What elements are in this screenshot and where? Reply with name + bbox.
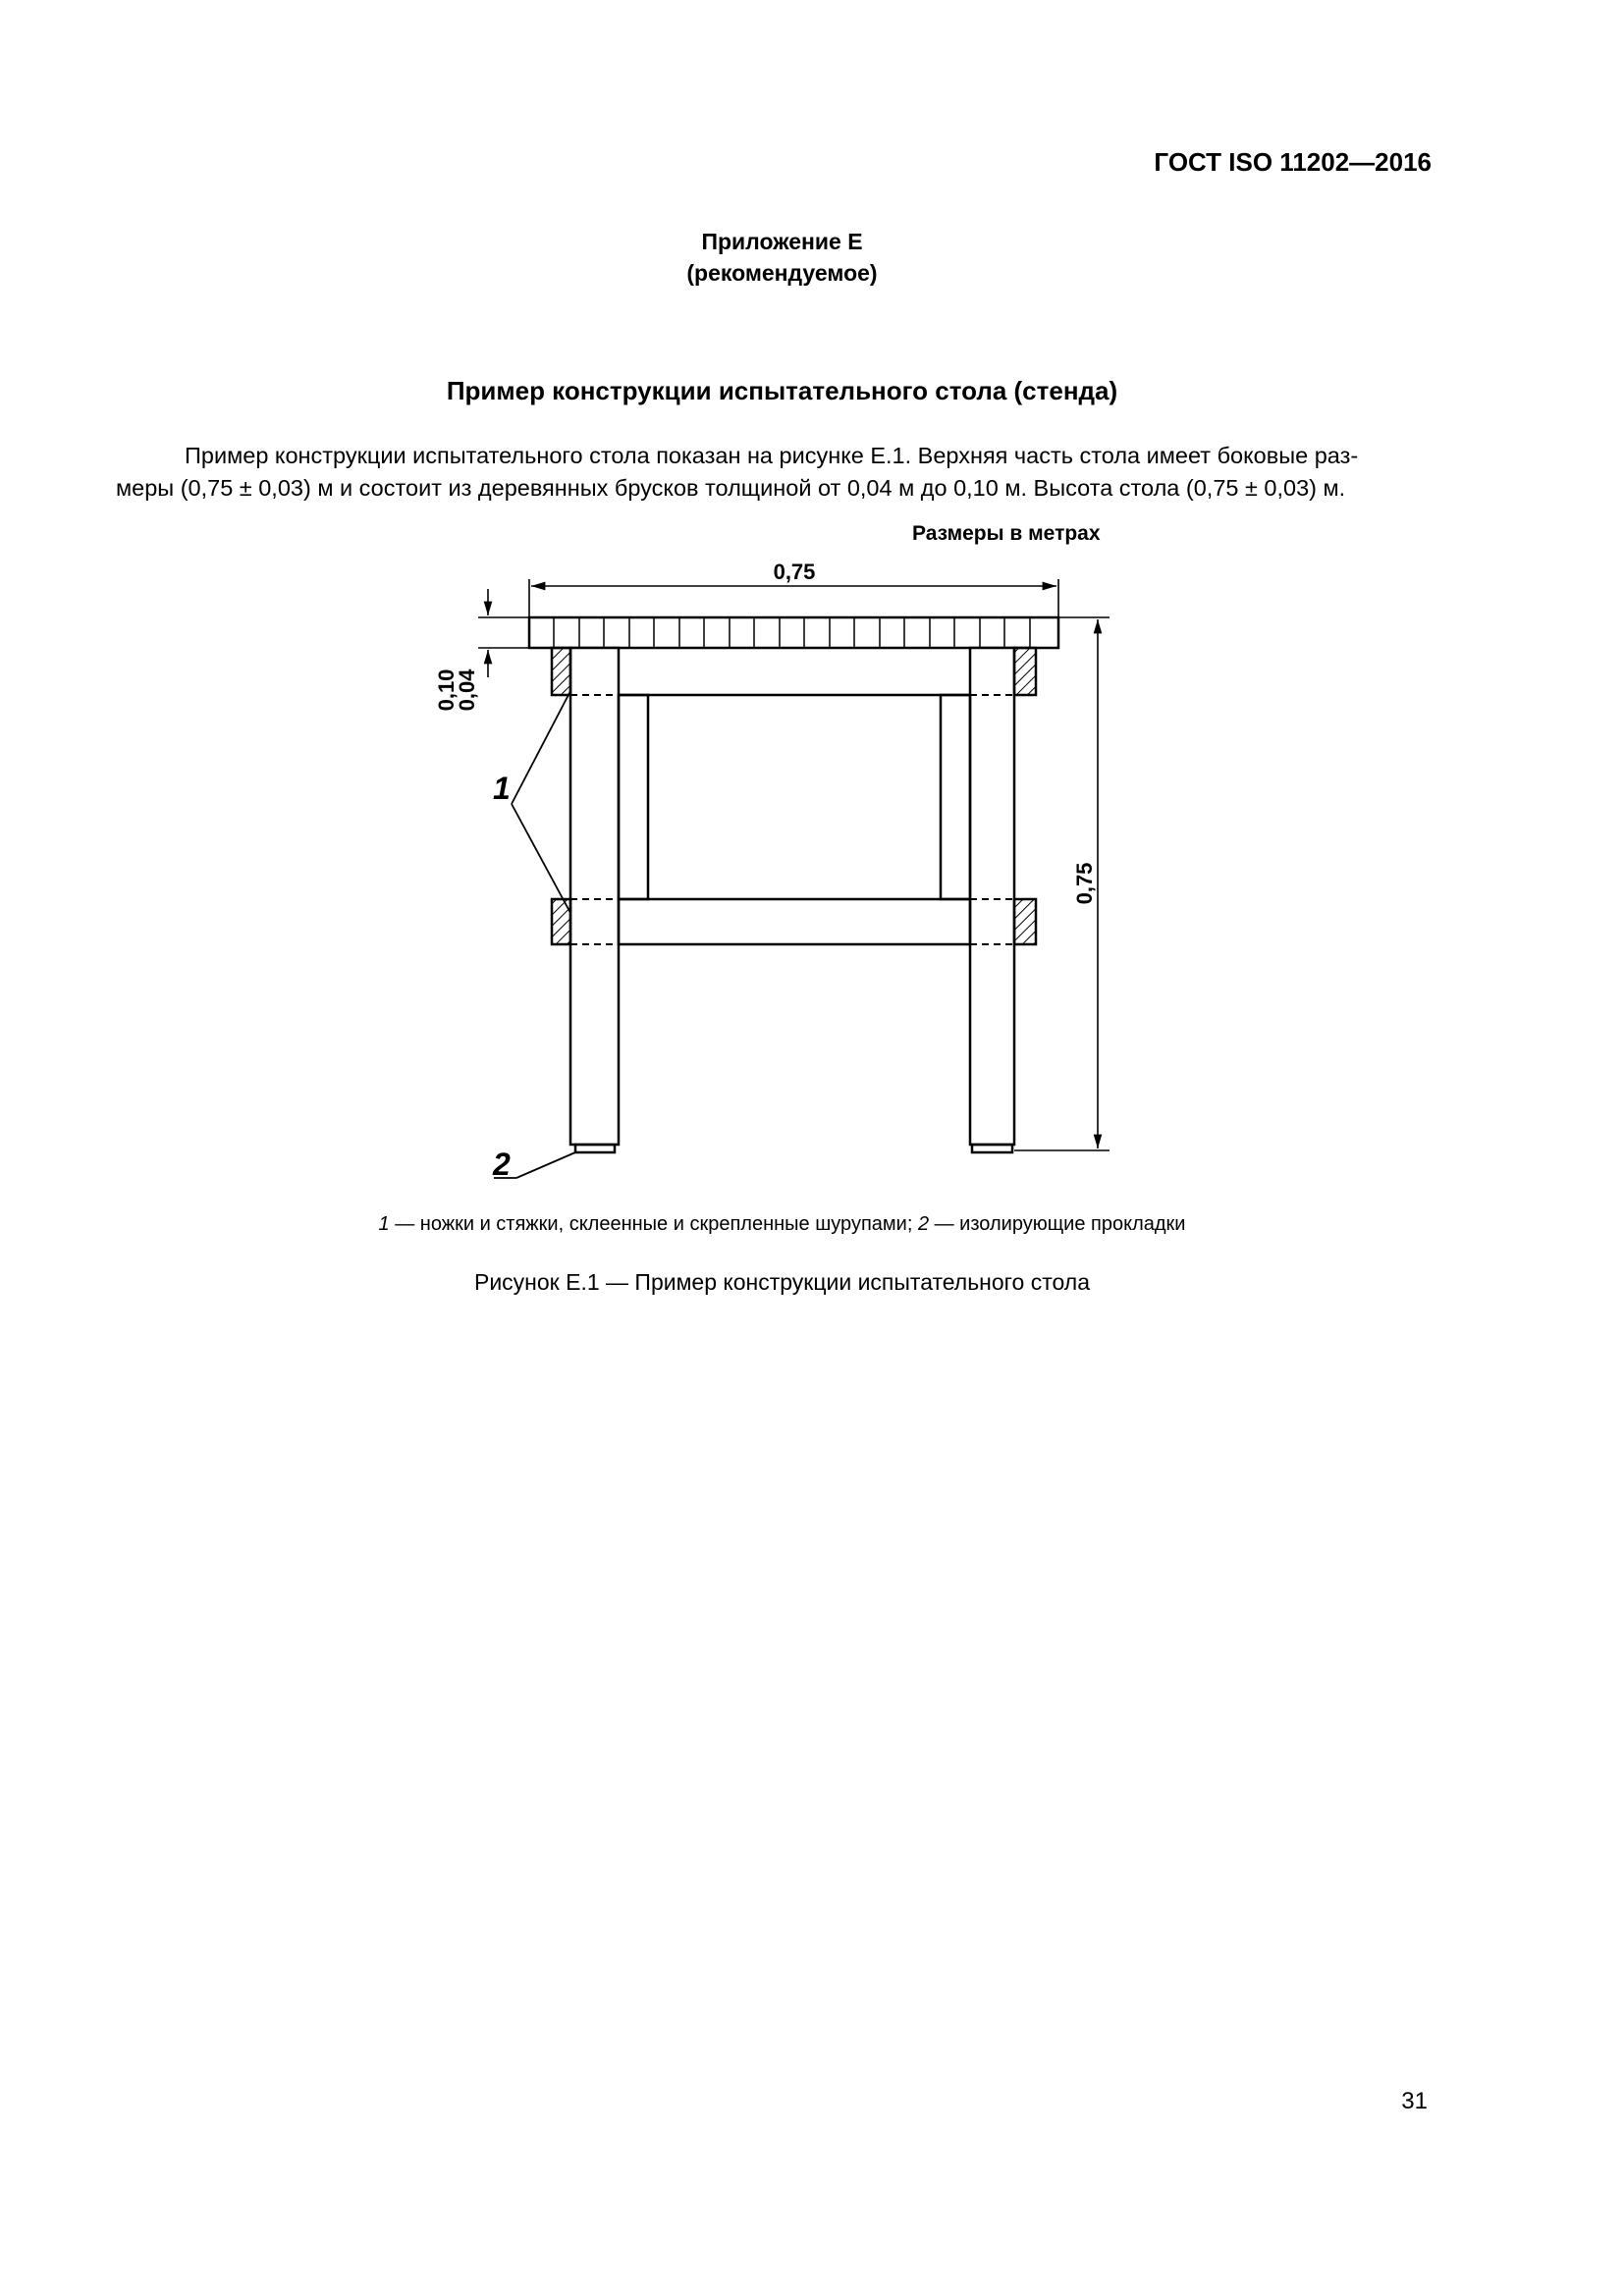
dimension-thickness-max-label: 0,10: [434, 668, 459, 712]
dimension-thickness-min-label: 0,04: [455, 668, 479, 712]
dimension-width-label: 0,75: [773, 560, 816, 584]
crossbar-end-top-right: [1014, 648, 1036, 695]
inner-post-left: [619, 695, 648, 899]
legend-text-2: — изолирующие прокладки: [929, 1213, 1186, 1235]
annex-status: (рекомендуемое): [686, 260, 878, 286]
crossbar-end-bottom-right: [1014, 899, 1036, 944]
units-note: Размеры в метрах: [912, 522, 1101, 545]
legend-num-2: 2: [917, 1213, 930, 1235]
legend-num-1: 1: [378, 1213, 390, 1235]
callout-1: 1: [493, 771, 511, 806]
crossbar-end-top-left: [552, 648, 570, 695]
inner-post-right: [941, 695, 970, 899]
leg-left: [570, 648, 619, 1145]
lower-rail: [619, 899, 970, 944]
table-top: [529, 617, 1058, 648]
dimension-height-label: 0,75: [1072, 862, 1097, 905]
legend-text-1: — ножки и стяжки, склеенные и скрепленные шурупами;: [389, 1213, 918, 1235]
hidden-lines: [570, 695, 1014, 944]
document-header: ГОСТ ISO 11202—2016: [1154, 147, 1432, 177]
paragraph-line-2: меры (0,75 ± 0,03) м и состоит из деревянных брусков толщиной от 0,04 м до 0,10 м. Высота стола (0,75 ± 0,03) м.: [116, 475, 1346, 501]
dimension-width: [529, 579, 1058, 617]
callout-1-leaders: [512, 691, 570, 913]
pad-right: [972, 1145, 1012, 1152]
figure-caption: Рисунок E.1 — Пример конструкции испытательного стола: [473, 1269, 1091, 1295]
figure-legend: [0, 1213, 1564, 1236]
paragraph-line-1: Пример конструкции испытательного стола показан на рисунке E.1. Верхняя часть стола имеет боковые раз-: [185, 443, 1359, 468]
dimension-thickness: [478, 589, 529, 677]
section-title: Пример конструкции испытательного стола (стенда): [446, 376, 1118, 405]
callout-2: 2: [493, 1147, 511, 1182]
pad-left: [575, 1145, 615, 1152]
annex-title: Приложение E: [701, 229, 863, 254]
leg-right: [970, 648, 1014, 1145]
page-number: 31: [1401, 2088, 1428, 2114]
